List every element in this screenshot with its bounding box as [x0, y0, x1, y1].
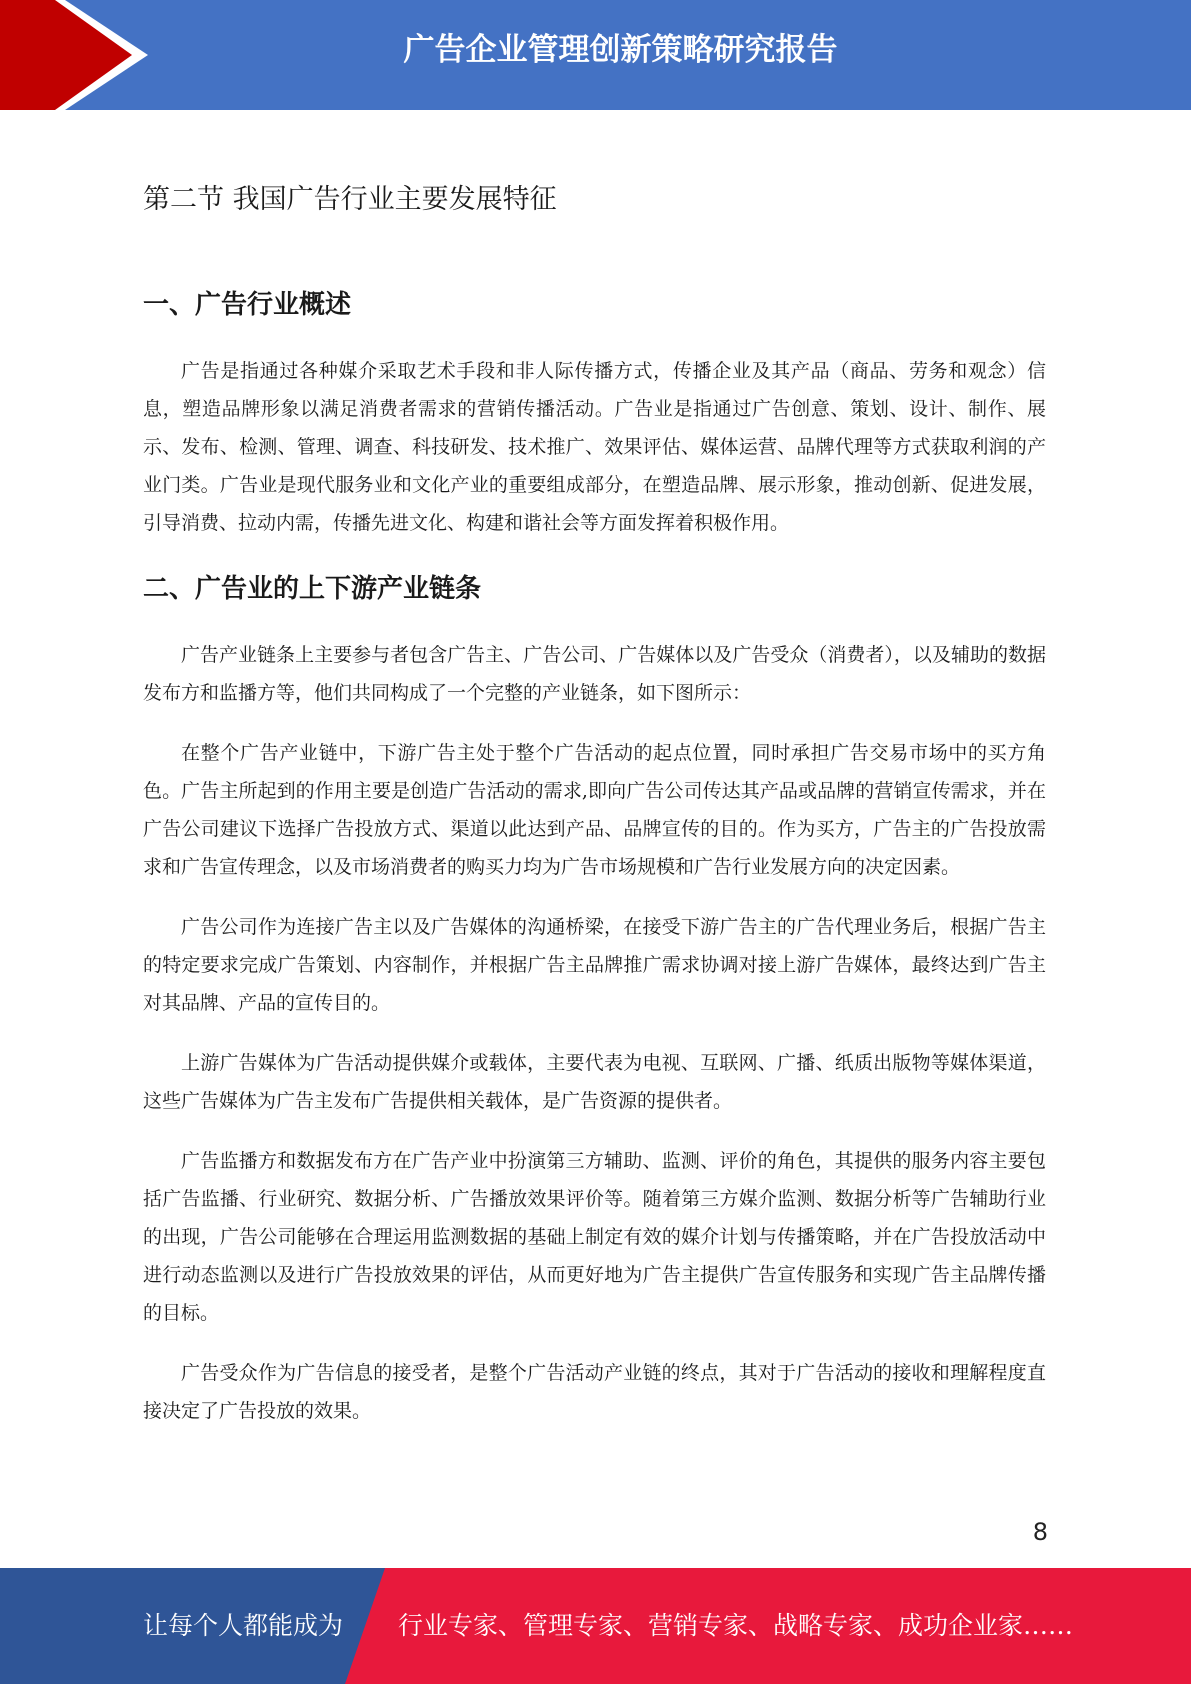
subsection-title-industry-chain: 二、广告业的上下游产业链条 — [143, 574, 482, 604]
main-content — [143, 175, 1046, 1452]
section-title: 第二节 我国广告行业主要发展特征 — [143, 184, 557, 215]
report-title: 广告企业管理创新策略研究报告 — [403, 32, 838, 68]
paragraph: 广告受众作为广告信息的接受者，是整个广告活动产业链的终点，其对于广告活动的接收和理解程度直接决定了广告投放的效果。 — [143, 1362, 1046, 1422]
page-number: 8 — [1032, 1518, 1048, 1546]
paragraph: 广告公司作为连接广告主以及广告媒体的沟通桥梁，在接受下游广告主的广告代理业务后，根据广告主的特定要求完成广告策划、内容制作，并根据广告主品牌推广需求协调对接上游广告媒体，最终达到广告主对其品牌、产品的宣传目的。 — [143, 916, 1046, 1014]
page-header — [0, 0, 1191, 110]
paragraph: 广告是指通过各种媒介采取艺术手段和非人际传播方式，传播企业及其产品（商品、劳务和观念）信息，塑造品牌形象以满足消费者需求的营销传播活动。广告业是指通过广告创意、策划、设计、制作、展示、发布、检测、管理、调查、科技研发、技术推广、效果评估、媒体运营、品牌代理等方式获取利润的产业门类。广告业是现代服务业和文化产业的重要组成部分，在塑造品牌、展示形象，推动创新、促进发展，引导消费、拉动内需，传播先进文化、构建和谐社会等方面发挥着积极作用。 — [143, 360, 1046, 534]
paragraph: 在整个广告产业链中，下游广告主处于整个广告活动的起点位置，同时承担广告交易市场中的买方角色。广告主所起到的作用主要是创造广告活动的需求,即向广告公司传达其产品或品牌的营销宣传需求，并在广告公司建议下选择广告投放方式、渠道以此达到产品、品牌宣传的目的。作为买方，广告主的广告投放需求和广告宣传理念，以及市场消费者的购买力均为广告市场规模和广告行业发展方向的决定因素。 — [143, 742, 1046, 878]
page-footer — [0, 1568, 1191, 1684]
subsection-title-overview: 一、广告行业概述 — [143, 290, 352, 320]
paragraph: 上游广告媒体为广告活动提供媒介或载体，主要代表为电视、互联网、广播、纸质出版物等媒体渠道，这些广告媒体为广告主发布广告提供相关载体，是广告资源的提供者。 — [143, 1052, 1046, 1112]
paragraph: 广告产业链条上主要参与者包含广告主、广告公司、广告媒体以及广告受众（消费者），以及辅助的数据发布方和监播方等，他们共同构成了一个完整的产业链条，如下图所示： — [143, 644, 1046, 704]
footer-slogan-left: 让每个人都能成为 — [143, 1611, 344, 1640]
paragraph: 广告监播方和数据发布方在广告产业中扮演第三方辅助、监测、评价的角色，其提供的服务内容主要包括广告监播、行业研究、数据分析、广告播放效果评价等。随着第三方媒介监测、数据分析等广告辅助行业的出现，广告公司能够在合理运用监测数据的基础上制定有效的媒介计划与传播策略，并在广告投放活动中进行动态监测以及进行广告投放效果的评估，从而更好地为广告主提供广告宣传服务和实现广告主品牌传播的目标。 — [143, 1150, 1046, 1324]
footer-slogan-right: 行业专家、管理专家、营销专家、战略专家、成功企业家…… — [398, 1611, 1074, 1640]
